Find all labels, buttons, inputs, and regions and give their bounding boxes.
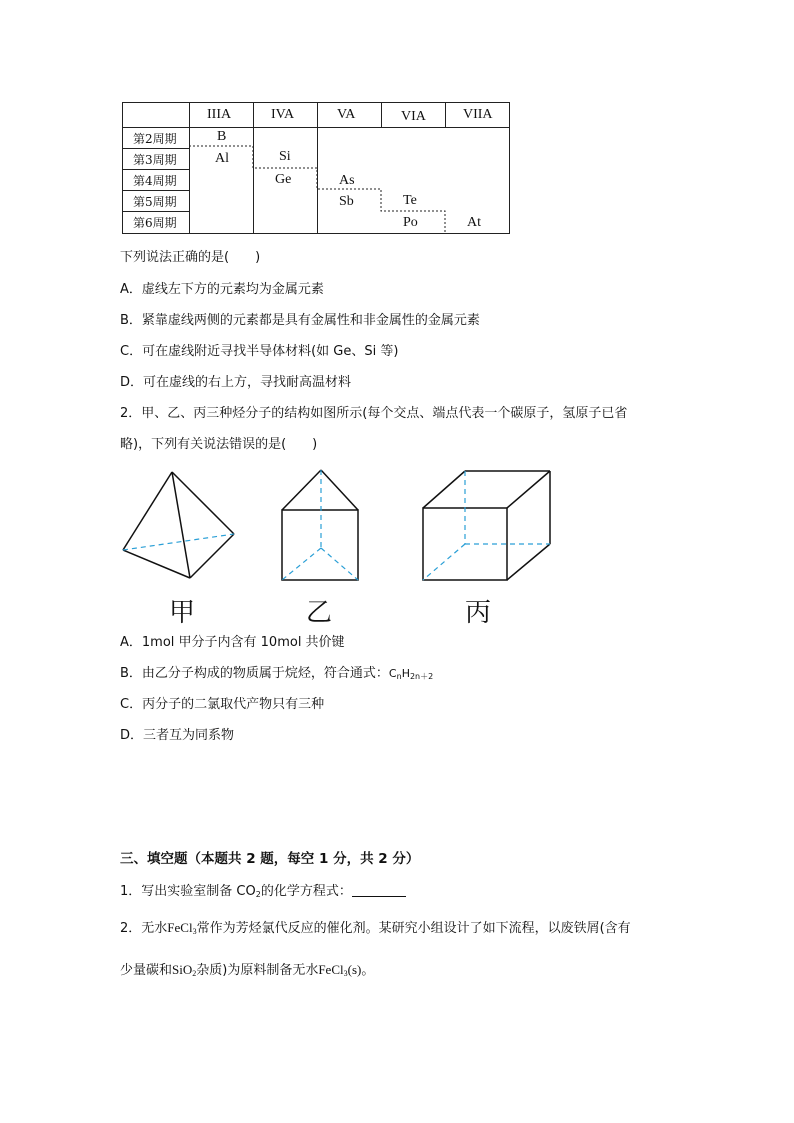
metal-nonmetal-boundary: [123, 103, 511, 235]
formula-carbon: C: [388, 667, 397, 680]
label-jia: 甲: [169, 598, 196, 628]
q2-option-b-text: B．由乙分子构成的物质属于烷烃，符合通式：: [120, 666, 389, 681]
q2-stem-line1: 2．甲、乙、丙三种烃分子的结构如图所示(每个交点、端点代表一个碳原子，氢原子已省: [120, 406, 628, 421]
tetrahedron-figure: [123, 472, 234, 578]
s3-q1-prefix: 1．写出实验室制备 CO: [120, 884, 256, 899]
sio2-formula: SiO: [172, 962, 193, 977]
q1-option-a: A．虚线左下方的元素均为金属元素: [120, 282, 324, 297]
co2-sub: 2: [255, 890, 261, 899]
row-period-2: 第2周期: [133, 132, 177, 146]
s3-q1: [120, 884, 406, 903]
formula-n-sub: n: [396, 672, 402, 681]
q1-option-c: C．可在虚线附近寻找半导体材料(如 Ge、Si 等): [120, 344, 399, 359]
s3-q2-line1: [120, 920, 631, 940]
row-period-6: 第6周期: [133, 216, 177, 230]
s3-q2-text-a: 2．无水: [120, 921, 168, 936]
q2-option-a: A．1mol 甲分子内含有 10mol 共价键: [120, 635, 345, 650]
fecl3-sub: 3: [192, 927, 197, 936]
element-sb: Sb: [339, 194, 354, 209]
element-at: At: [467, 215, 481, 230]
s3-q2-text-d: 杂质)为原料制备无水: [196, 963, 319, 978]
formula-2n2-sub: 2n＋2: [409, 672, 434, 681]
element-si: Si: [279, 149, 291, 164]
element-as: As: [339, 173, 355, 188]
element-te: Te: [403, 193, 417, 208]
header-viia: VIIA: [463, 107, 493, 122]
label-yi: 乙: [306, 598, 333, 628]
s3-q1-suffix: 的化学方程式：: [260, 884, 352, 899]
s3-q2-text-c: 少量碳和: [120, 963, 173, 978]
fecl3-formula: FeCl: [167, 920, 193, 935]
q2-option-d: D．三者互为同系物: [120, 728, 235, 743]
prism-figure: [282, 470, 358, 580]
solid-state: (s): [347, 962, 362, 977]
answer-blank[interactable]: [352, 884, 406, 897]
q1-option-d: D．可在虚线的右上方，寻找耐高温材料: [120, 375, 352, 390]
header-iiia: IIIA: [207, 107, 232, 122]
header-iva: IVA: [271, 107, 295, 122]
s3-q2-line2: [120, 962, 374, 982]
q2-option-c: C．丙分子的二氯取代产物只有三种: [120, 697, 325, 712]
q2-option-b: [120, 666, 433, 685]
molecule-figures: [110, 468, 570, 588]
fecl3-formula-2: FeCl: [318, 962, 344, 977]
q1-option-b: B．紧靠虚线两侧的元素都是具有金属性和非金属性的金属元素: [120, 313, 480, 328]
element-po: Po: [403, 215, 418, 230]
element-b: B: [217, 129, 227, 144]
row-period-5: 第5周期: [133, 195, 177, 209]
row-period-3: 第3周期: [133, 153, 177, 167]
s3-q2-text-b: 常作为芳烃氯代反应的催化剂。某研究小组设计了如下流程，以废铁屑(含有: [196, 921, 631, 936]
q2-stem-line2: 略)，下列有关说法错误的是( ): [120, 437, 318, 452]
q1-stem: 下列说法正确的是( ): [120, 250, 261, 265]
row-period-4: 第4周期: [133, 174, 177, 188]
element-al: Al: [215, 151, 229, 166]
periodic-table: [122, 102, 510, 234]
section-3-title: 三、填空题（本题共 2 题，每空 1 分，共 2 分）: [120, 851, 420, 867]
fecl3-sub-2: 3: [343, 969, 348, 978]
sio2-sub: 2: [192, 969, 197, 978]
header-via: VIA: [401, 109, 426, 124]
header-va: VA: [337, 107, 356, 122]
s3-q2-end: 。: [361, 963, 375, 978]
element-ge: Ge: [275, 172, 292, 187]
label-bing: 丙: [465, 598, 492, 628]
formula-hydrogen: H: [401, 667, 410, 680]
cube-figure: [423, 471, 550, 580]
